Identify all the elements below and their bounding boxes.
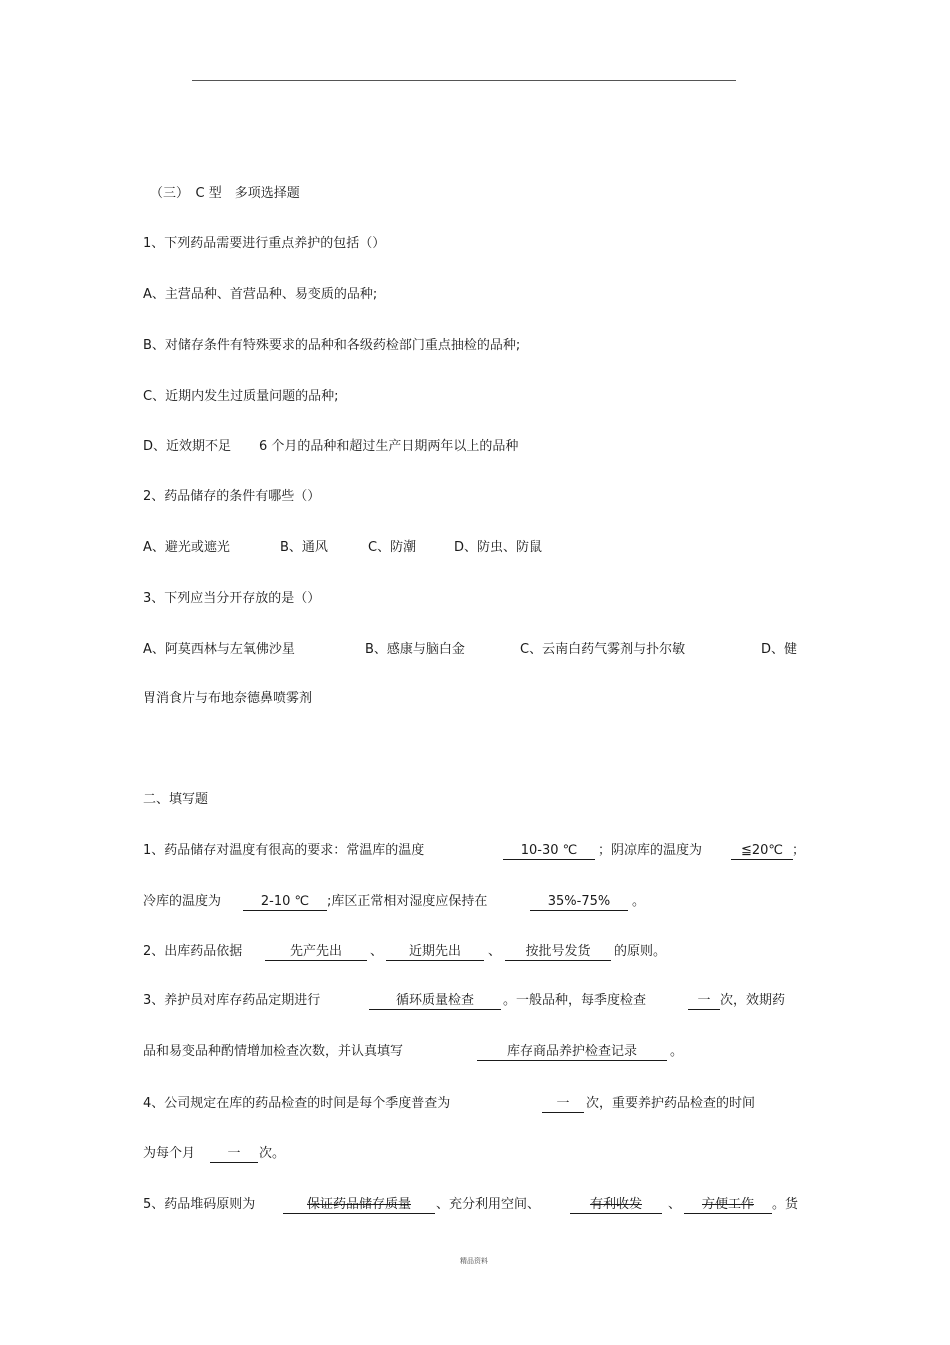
f5-text-b: 、充分利用空间、 <box>436 1197 541 1212</box>
f2-text-b: 的原则。 <box>614 944 667 959</box>
f2-sep-1: 、 <box>370 944 384 959</box>
f4-text-c: 为每个月 <box>143 1146 196 1161</box>
f3-text-c: 次，效期药 <box>720 993 786 1008</box>
f1-text-e: ;库区正常相对湿度应保持在 <box>327 894 488 909</box>
section-fill-title: 二、填写题 <box>143 792 209 807</box>
f2-answer-1: 先产先出 <box>265 944 367 961</box>
q3-option-a: A、阿莫西林与左氧佛沙星 <box>143 642 295 657</box>
f1-text-a: 1、药品储存对温度有很高的要求：常温库的温度 <box>143 843 425 858</box>
f3-answer-3: 库存商品养护检查记录 <box>477 1044 667 1061</box>
f4-answer-1: 一 <box>542 1096 584 1113</box>
q2-option-d: D、防虫、防鼠 <box>454 540 543 555</box>
f2-answer-2: 近期先出 <box>386 944 484 961</box>
q3-stem: 3、下列应当分开存放的是（） <box>143 591 321 606</box>
q3-option-b: B、感康与脑白金 <box>365 642 465 657</box>
f2-sep-2: 、 <box>488 944 502 959</box>
f5-answer-1: 保证药品储存质量 <box>283 1197 435 1214</box>
q1-option-d-prefix: D、近效期不足 <box>143 439 232 454</box>
f3-answer-2: 一 <box>688 993 720 1010</box>
f5-answer-2: 有利收发 <box>570 1197 662 1214</box>
f3-answer-1: 循环质量检查 <box>369 993 501 1010</box>
f1-answer-humidity: 35%-75% <box>530 894 628 911</box>
f2-answer-3: 按批号发货 <box>505 944 611 961</box>
q2-stem: 2、药品储存的条件有哪些（） <box>143 489 321 504</box>
f5-text-c: 。货 <box>772 1197 799 1212</box>
f3-text-b: 。一般品种，每季度检查 <box>503 993 647 1008</box>
f1-answer-normal-temp: 10-30 ℃ <box>503 843 595 860</box>
f3-text-d: 品和易变品种酌情增加检查次数，并认真填写 <box>143 1044 404 1059</box>
f4-text-d: 次。 <box>259 1146 286 1161</box>
f5-text-a: 5、药品堆码原则为 <box>143 1197 256 1212</box>
q3-option-c: C、云南白药气雾剂与扑尔敏 <box>520 642 686 657</box>
q1-option-a: A、主营品种、首营品种、易变质的品种; <box>143 287 378 302</box>
q1-stem: 1、下列药品需要进行重点养护的包括（） <box>143 236 386 251</box>
q2-option-b: B、通风 <box>280 540 328 555</box>
q1-option-b: B、对储存条件有特殊要求的品种和各级药检部门重点抽检的品种; <box>143 338 521 353</box>
f1-answer-cold-temp: 2-10 ℃ <box>243 894 327 911</box>
f4-text-a: 4、公司规定在库的药品检查的时间是每个季度普查为 <box>143 1096 451 1111</box>
q2-option-c: C、防潮 <box>368 540 417 555</box>
q3-option-d: D、健 <box>761 642 798 657</box>
page-footer: 精品资料 <box>460 1257 488 1265</box>
f5-answer-3: 方便工作 <box>684 1197 772 1214</box>
f1-text-b: ；阴凉库的温度为 <box>598 843 703 858</box>
f4-text-b: 次，重要养护药品检查的时间 <box>586 1096 756 1111</box>
q1-option-d-rest: 6 个月的品种和超过生产日期两年以上的品种 <box>259 439 519 454</box>
f1-text-d: 冷库的温度为 <box>143 894 222 909</box>
f2-text-a: 2、出库药品依据 <box>143 944 243 959</box>
f4-answer-2: 一 <box>210 1146 258 1163</box>
f3-text-e: 。 <box>670 1044 684 1059</box>
section-mc-title: （三） C 型 多项选择题 <box>150 186 300 201</box>
f5-sep: 、 <box>668 1197 682 1212</box>
header-rule <box>192 80 736 81</box>
f1-text-f: 。 <box>632 894 646 909</box>
q1-option-c: C、近期内发生过质量问题的品种; <box>143 389 339 404</box>
f1-text-c: ； <box>792 843 806 858</box>
f1-answer-cool-temp: ≦20℃ <box>731 843 793 860</box>
q3-option-d-continued: 胃消食片与布地奈德鼻喷雾剂 <box>143 691 313 706</box>
q2-option-a: A、避光或遮光 <box>143 540 230 555</box>
f3-text-a: 3、养护员对库存药品定期进行 <box>143 993 321 1008</box>
